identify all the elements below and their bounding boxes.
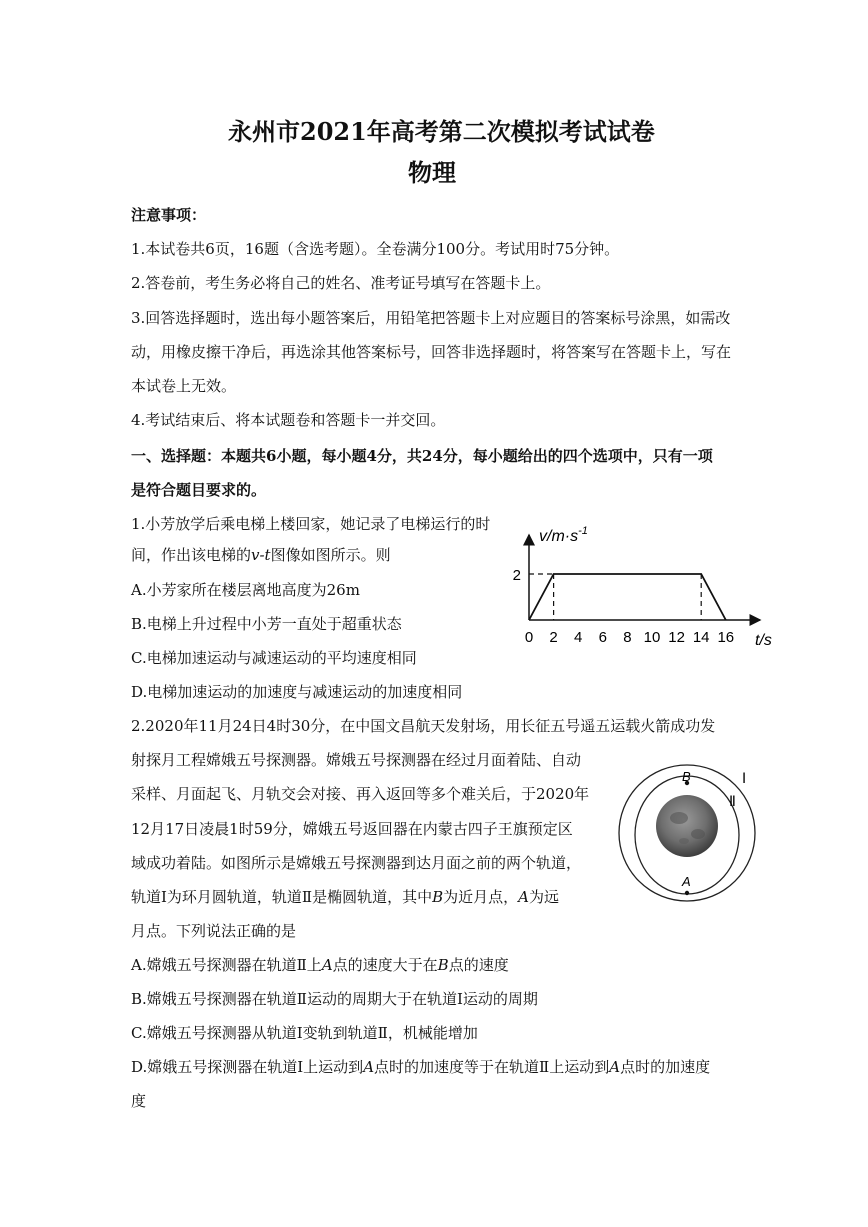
y-tick-label: 2 (512, 567, 521, 584)
q2-option-d-cont: 度 (131, 1092, 147, 1110)
q1-option-c: C.电梯加速运动与减速运动的平均速度相同 (131, 649, 417, 667)
x-tick-label: 6 (598, 629, 607, 646)
q1-option-a: A.小芳家所在楼层离地高度为26m (131, 581, 360, 599)
notice-item: 3.回答选择题时，选出每小题答案后，用铅笔把答题卡上对应题目的答案标号涂黑，如需改 (131, 309, 731, 327)
vt-graph (505, 515, 780, 655)
subject-title: 物理 (408, 158, 456, 187)
q2-stem-cont: 域成功着陆。如图所示是嫦娥五号探测器到达月面之前的两个轨道， (131, 854, 582, 872)
moon-mare (679, 838, 689, 844)
label-a: A (682, 874, 691, 889)
q2-option-c: C.嫦娥五号探测器从轨道Ⅰ变轨到轨道Ⅱ，机械能增加 (131, 1024, 478, 1042)
y-axis-label: $v/m\cdot s^{-1}$ (539, 525, 588, 545)
point-a-marker (685, 891, 689, 895)
q2-point-b: B (432, 888, 444, 906)
label-orbit-1: Ⅰ (742, 770, 747, 786)
x-tick-label: 4 (574, 629, 583, 646)
x-axis-label: t/s (755, 632, 772, 649)
x-tick-label: 10 (643, 629, 661, 646)
q2-stem-cont: 12月17日凌晨1时59分，嫦娥五号返回器在内蒙古四子王旗预定区 (131, 820, 573, 838)
x-tick-label: 16 (717, 629, 735, 646)
x-tick-label: 8 (623, 629, 632, 646)
q2-stem-cont (131, 887, 559, 907)
velocity-line (529, 574, 726, 620)
x-tick-label: 0 (524, 629, 534, 646)
q1-stem-cont (131, 545, 391, 565)
q2-text: A.嫦娥五号探测器在轨道Ⅱ上 (131, 956, 322, 974)
q2-text: D.嫦娥五号探测器在轨道Ⅰ上运动到 (131, 1058, 364, 1076)
guide-lines (529, 574, 701, 620)
q1-option-d: D.电梯加速运动的加速度与减速运动的加速度相同 (131, 683, 463, 701)
notice-item: 本试卷上无效。 (131, 377, 237, 395)
x-tick-label: 12 (668, 629, 685, 646)
q2-point-a: A (518, 888, 530, 906)
q2-text: 为近月点， (443, 888, 519, 906)
q2-stem-cont: 射探月工程嫦娥五号探测器。嫦娥五号探测器在经过月面着陆、自动 (131, 751, 582, 769)
q2-stem-cont: 月点。下列说法正确的是 (131, 922, 297, 940)
q1-option-b: B.电梯上升过程中小芳一直处于超重状态 (131, 615, 402, 633)
q2-point-a: A (321, 956, 333, 974)
notice-item: 1.本试卷共6页，16题（含选考题）。全卷满分100分。考试用时75分钟。 (131, 240, 620, 258)
moon-mare (670, 812, 688, 824)
q2-point-b: B (437, 956, 449, 974)
x-tick-labels (525, 629, 734, 646)
section-heading: 一、选择题：本题共6小题，每小题4分，共24分，每小题给出的四个选项中，只有一项 (131, 447, 713, 465)
label-b: B (682, 769, 691, 784)
q1-vt: v-t (251, 546, 271, 564)
orbit-figure (612, 758, 762, 908)
q2-point-a: A (609, 1058, 621, 1076)
q2-option-b: B.嫦娥五号探测器在轨道Ⅱ运动的周期大于在轨道Ⅰ运动的周期 (131, 990, 538, 1008)
q1-stem-text: 图像如图所示。则 (270, 546, 391, 564)
q2-stem-cont: 采样、月面起飞、月轨交会对接、再入返回等多个难关后，于2020年 (131, 785, 590, 803)
q1-stem-text: 间，作出该电梯的 (131, 546, 252, 564)
label-orbit-2: Ⅱ (729, 793, 736, 809)
q2-text: 点时的加速度 (620, 1058, 711, 1076)
q2-text: 轨道Ⅰ为环月圆轨道，轨道Ⅱ是椭圆轨道，其中 (131, 888, 433, 906)
q1-stem: 1.小芳放学后乘电梯上楼回家，她记录了电梯运行的时 (131, 515, 491, 533)
x-tick-label: 2 (549, 629, 558, 646)
moon-mare (691, 829, 705, 839)
q2-option-d (131, 1057, 710, 1077)
notice-item: 4.考试结束后、将本试题卷和答题卡一并交回。 (131, 411, 446, 429)
notice-item: 2.答卷前，考生务必将自己的姓名、准考证号填写在答题卡上。 (131, 274, 551, 292)
exam-title: 永州市2021年高考第二次模拟考试试卷 (228, 117, 655, 146)
q2-text: 点的速度 (448, 956, 509, 974)
q2-stem: 2.2020年11月24日4时30分，在中国文昌航天发射场，用长征五号遥五运载火箭成功发 (131, 717, 716, 735)
q2-point-a: A (363, 1058, 375, 1076)
q2-text: 点的速度大于在 (332, 956, 438, 974)
moon-image (656, 795, 718, 857)
q2-option-a (131, 955, 509, 975)
q2-text: 点时的加速度等于在轨道Ⅱ上运动到 (374, 1058, 610, 1076)
section-heading-cont: 是符合题目要求的。 (131, 481, 267, 499)
notice-heading: 注意事项： (131, 206, 207, 224)
notice-item: 动，用橡皮擦干净后，再选涂其他答案标号，回答非选择题时，将答案写在答题卡上，写在 (131, 343, 732, 361)
x-tick-label: 14 (692, 629, 710, 646)
q2-text: 为远 (529, 888, 560, 906)
